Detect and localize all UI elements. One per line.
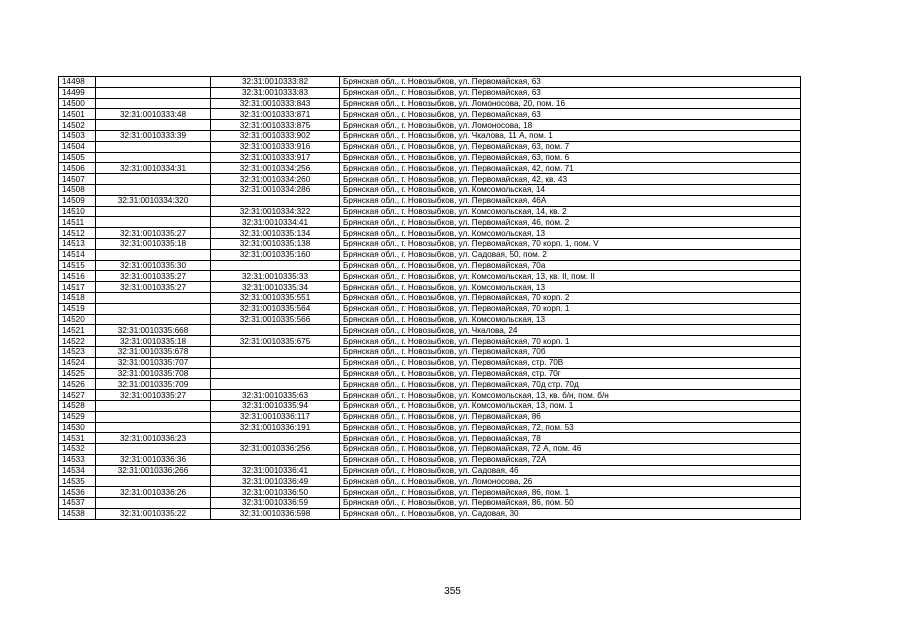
land-parcel-number-cell: 32:31:0010335:18 bbox=[96, 336, 211, 347]
record-number-cell: 14502 bbox=[59, 120, 96, 131]
object-number-cell: 32:31:0010336:191 bbox=[211, 422, 340, 433]
record-number-cell: 14521 bbox=[59, 325, 96, 336]
object-number-cell: 32:31:0010334:41 bbox=[211, 217, 340, 228]
object-number-cell: 32:31:0010335:34 bbox=[211, 282, 340, 293]
table-row bbox=[59, 454, 801, 465]
address-cell: Брянская обл., г. Новозыбков, ул. Комсомольская, 13, кв. II, пом. II bbox=[340, 271, 801, 282]
record-number-cell: 14509 bbox=[59, 195, 96, 206]
record-number-cell: 14500 bbox=[59, 98, 96, 109]
object-number-cell: 32:31:0010334:286 bbox=[211, 184, 340, 195]
land-parcel-number-cell: 32:31:0010335:708 bbox=[96, 368, 211, 379]
object-number-cell: 32:31:0010335:551 bbox=[211, 292, 340, 303]
address-cell: Брянская обл., г. Новозыбков, ул. Первомайская, 63 bbox=[340, 77, 801, 88]
land-parcel-number-cell bbox=[96, 249, 211, 260]
record-number-cell: 14526 bbox=[59, 379, 96, 390]
address-cell: Брянская обл., г. Новозыбков, ул. Первомайская, 70 корп. 1 bbox=[340, 303, 801, 314]
land-parcel-number-cell bbox=[96, 400, 211, 411]
table-row bbox=[59, 368, 801, 379]
table-row bbox=[59, 120, 801, 131]
address-cell: Брянская обл., г. Новозыбков, ул. Садовая, 30 bbox=[340, 508, 801, 519]
object-number-cell bbox=[211, 195, 340, 206]
record-number-cell: 14536 bbox=[59, 487, 96, 498]
object-number-cell: 32:31:0010335:33 bbox=[211, 271, 340, 282]
land-parcel-number-cell bbox=[96, 292, 211, 303]
object-number-cell: 32:31:0010336:59 bbox=[211, 498, 340, 509]
land-parcel-number-cell: 32:31:0010335:18 bbox=[96, 238, 211, 249]
land-parcel-number-cell bbox=[96, 411, 211, 422]
table-row bbox=[59, 346, 801, 357]
object-number-cell: 32:31:0010335:63 bbox=[211, 390, 340, 401]
table-row bbox=[59, 465, 801, 476]
land-parcel-number-cell: 32:31:0010333:39 bbox=[96, 130, 211, 141]
land-parcel-number-cell: 32:31:0010335:27 bbox=[96, 282, 211, 293]
address-cell: Брянская обл., г. Новозыбков, ул. Первомайская, 70 корп. 2 bbox=[340, 292, 801, 303]
record-number-cell: 14530 bbox=[59, 422, 96, 433]
record-number-cell: 14501 bbox=[59, 109, 96, 120]
record-number-cell: 14517 bbox=[59, 282, 96, 293]
land-parcel-number-cell: 32:31:0010335:30 bbox=[96, 260, 211, 271]
land-parcel-number-cell bbox=[96, 174, 211, 185]
table-row bbox=[59, 292, 801, 303]
object-number-cell bbox=[211, 368, 340, 379]
table-row bbox=[59, 238, 801, 249]
land-parcel-number-cell: 32:31:0010335:27 bbox=[96, 228, 211, 239]
object-number-cell bbox=[211, 357, 340, 368]
object-number-cell: 32:31:0010335:94 bbox=[211, 400, 340, 411]
object-number-cell: 32:31:0010334:260 bbox=[211, 174, 340, 185]
land-parcel-number-cell bbox=[96, 444, 211, 455]
address-cell: Брянская обл., г. Новозыбков, ул. Первомайская, 63, пом. 7 bbox=[340, 141, 801, 152]
record-number-cell: 14531 bbox=[59, 433, 96, 444]
table-row bbox=[59, 303, 801, 314]
record-number-cell: 14512 bbox=[59, 228, 96, 239]
object-number-cell: 32:31:0010333:902 bbox=[211, 130, 340, 141]
object-number-cell: 32:31:0010335:138 bbox=[211, 238, 340, 249]
address-cell: Брянская обл., г. Новозыбков, ул. Первомайская, 70 корп. 1 bbox=[340, 336, 801, 347]
address-cell: Брянская обл., г. Новозыбков, ул. Первомайская, 46А bbox=[340, 195, 801, 206]
land-parcel-number-cell: 32:31:0010336:23 bbox=[96, 433, 211, 444]
table-row bbox=[59, 152, 801, 163]
address-cell: Брянская обл., г. Новозыбков, ул. Первомайская, 72 А, пом. 46 bbox=[340, 444, 801, 455]
record-number-cell: 14498 bbox=[59, 77, 96, 88]
address-cell: Брянская обл., г. Новозыбков, ул. Первомайская, 70б bbox=[340, 346, 801, 357]
table-row bbox=[59, 174, 801, 185]
address-cell: Брянская обл., г. Новозыбков, ул. Ломоносова, 18 bbox=[340, 120, 801, 131]
table-row bbox=[59, 498, 801, 509]
land-parcel-number-cell: 32:31:0010334:320 bbox=[96, 195, 211, 206]
address-cell: Брянская обл., г. Новозыбков, ул. Первомайская, 70а bbox=[340, 260, 801, 271]
record-number-cell: 14520 bbox=[59, 314, 96, 325]
land-parcel-number-cell: 32:31:0010336:266 bbox=[96, 465, 211, 476]
table-row bbox=[59, 390, 801, 401]
object-number-cell bbox=[211, 260, 340, 271]
object-number-cell bbox=[211, 454, 340, 465]
table-row bbox=[59, 249, 801, 260]
address-cell: Брянская обл., г. Новозыбков, ул. Первомайская, 72А bbox=[340, 454, 801, 465]
table-row bbox=[59, 206, 801, 217]
record-number-cell: 14505 bbox=[59, 152, 96, 163]
address-cell: Брянская обл., г. Новозыбков, ул. Комсомольская, 13, пом. 1 bbox=[340, 400, 801, 411]
land-parcel-number-cell: 32:31:0010335:709 bbox=[96, 379, 211, 390]
land-parcel-number-cell bbox=[96, 141, 211, 152]
record-number-cell: 14515 bbox=[59, 260, 96, 271]
object-number-cell: 32:31:0010333:843 bbox=[211, 98, 340, 109]
land-parcel-number-cell bbox=[96, 498, 211, 509]
address-cell: Брянская обл., г. Новозыбков, ул. Комсомольская, 13 bbox=[340, 282, 801, 293]
table-row bbox=[59, 411, 801, 422]
table-row bbox=[59, 314, 801, 325]
table-row bbox=[59, 357, 801, 368]
object-number-cell: 32:31:0010334:256 bbox=[211, 163, 340, 174]
object-number-cell: 32:31:0010335:134 bbox=[211, 228, 340, 239]
address-cell: Брянская обл., г. Новозыбков, ул. Комсомольская, 14, кв. 2 bbox=[340, 206, 801, 217]
record-number-cell: 14525 bbox=[59, 368, 96, 379]
record-number-cell: 14524 bbox=[59, 357, 96, 368]
table-row bbox=[59, 325, 801, 336]
record-number-cell: 14514 bbox=[59, 249, 96, 260]
land-parcel-number-cell bbox=[96, 303, 211, 314]
land-parcel-number-cell: 32:31:0010335:27 bbox=[96, 271, 211, 282]
record-number-cell: 14528 bbox=[59, 400, 96, 411]
address-cell: Брянская обл., г. Новозыбков, ул. Первомайская, 86, пом. 1 bbox=[340, 487, 801, 498]
table-row bbox=[59, 487, 801, 498]
land-parcel-number-cell bbox=[96, 120, 211, 131]
address-cell: Брянская обл., г. Новозыбков, ул. Садовая, 46 bbox=[340, 465, 801, 476]
table-row bbox=[59, 336, 801, 347]
object-number-cell bbox=[211, 346, 340, 357]
object-number-cell: 32:31:0010336:49 bbox=[211, 476, 340, 487]
record-number-cell: 14519 bbox=[59, 303, 96, 314]
table-row bbox=[59, 433, 801, 444]
object-number-cell: 32:31:0010336:50 bbox=[211, 487, 340, 498]
land-parcel-number-cell bbox=[96, 422, 211, 433]
object-number-cell: 32:31:0010335:160 bbox=[211, 249, 340, 260]
address-cell: Брянская обл., г. Новозыбков, ул. Первомайская, 72, пом. 53 bbox=[340, 422, 801, 433]
land-parcel-number-cell bbox=[96, 217, 211, 228]
address-cell: Брянская обл., г. Новозыбков, ул. Первомайская, 42, пом. 71 bbox=[340, 163, 801, 174]
land-parcel-number-cell bbox=[96, 476, 211, 487]
table-row bbox=[59, 163, 801, 174]
address-cell: Брянская обл., г. Новозыбков, ул. Садовая, 50, пом. 2 bbox=[340, 249, 801, 260]
address-cell: Брянская обл., г. Новозыбков, ул. Комсомольская, 14 bbox=[340, 184, 801, 195]
land-parcel-number-cell: 32:31:0010335:678 bbox=[96, 346, 211, 357]
object-number-cell: 32:31:0010334:322 bbox=[211, 206, 340, 217]
table-row bbox=[59, 444, 801, 455]
address-cell: Брянская обл., г. Новозыбков, ул. Первомайская, 63 bbox=[340, 109, 801, 120]
address-cell: Брянская обл., г. Новозыбков, ул. Чкалова, 24 bbox=[340, 325, 801, 336]
record-number-cell: 14523 bbox=[59, 346, 96, 357]
record-number-cell: 14529 bbox=[59, 411, 96, 422]
land-parcel-number-cell: 32:31:0010335:668 bbox=[96, 325, 211, 336]
record-number-cell: 14535 bbox=[59, 476, 96, 487]
table-row bbox=[59, 400, 801, 411]
registry-table bbox=[58, 76, 801, 520]
registry-table-body bbox=[59, 77, 801, 520]
address-cell: Брянская обл., г. Новозыбков, ул. Первомайская, 78 bbox=[340, 433, 801, 444]
land-parcel-number-cell: 32:31:0010333:48 bbox=[96, 109, 211, 120]
record-number-cell: 14532 bbox=[59, 444, 96, 455]
land-parcel-number-cell: 32:31:0010334:31 bbox=[96, 163, 211, 174]
record-number-cell: 14533 bbox=[59, 454, 96, 465]
object-number-cell: 32:31:0010336:598 bbox=[211, 508, 340, 519]
address-cell: Брянская обл., г. Новозыбков, ул. Первомайская, стр. 70г bbox=[340, 368, 801, 379]
object-number-cell: 32:31:0010335:566 bbox=[211, 314, 340, 325]
address-cell: Брянская обл., г. Новозыбков, ул. Первомайская, 86 bbox=[340, 411, 801, 422]
object-number-cell: 32:31:0010335:564 bbox=[211, 303, 340, 314]
land-parcel-number-cell bbox=[96, 152, 211, 163]
table-row bbox=[59, 217, 801, 228]
address-cell: Брянская обл., г. Новозыбков, ул. Первомайская, 46, пом. 2 bbox=[340, 217, 801, 228]
record-number-cell: 14508 bbox=[59, 184, 96, 195]
address-cell: Брянская обл., г. Новозыбков, ул. Ломоносова, 20, пом. 16 bbox=[340, 98, 801, 109]
table-row bbox=[59, 184, 801, 195]
address-cell: Брянская обл., г. Новозыбков, ул. Комсомольская, 13 bbox=[340, 228, 801, 239]
page-number: 355 bbox=[444, 586, 461, 597]
object-number-cell: 32:31:0010333:917 bbox=[211, 152, 340, 163]
object-number-cell bbox=[211, 325, 340, 336]
land-parcel-number-cell: 32:31:0010335:22 bbox=[96, 508, 211, 519]
address-cell: Брянская обл., г. Новозыбков, ул. Комсомольская, 13, кв. б/н, пом. б/н bbox=[340, 390, 801, 401]
address-cell: Брянская обл., г. Новозыбков, ул. Первомайская, стр. 70В bbox=[340, 357, 801, 368]
land-parcel-number-cell bbox=[96, 87, 211, 98]
table-row bbox=[59, 476, 801, 487]
record-number-cell: 14503 bbox=[59, 130, 96, 141]
object-number-cell: 32:31:0010333:916 bbox=[211, 141, 340, 152]
address-cell: Брянская обл., г. Новозыбков, ул. Первомайская, 42, кв. 43 bbox=[340, 174, 801, 185]
table-row bbox=[59, 98, 801, 109]
object-number-cell bbox=[211, 433, 340, 444]
record-number-cell: 14516 bbox=[59, 271, 96, 282]
table-row bbox=[59, 228, 801, 239]
land-parcel-number-cell: 32:31:0010335:27 bbox=[96, 390, 211, 401]
record-number-cell: 14522 bbox=[59, 336, 96, 347]
table-row bbox=[59, 271, 801, 282]
object-number-cell: 32:31:0010336:256 bbox=[211, 444, 340, 455]
record-number-cell: 14511 bbox=[59, 217, 96, 228]
land-parcel-number-cell bbox=[96, 314, 211, 325]
land-parcel-number-cell bbox=[96, 98, 211, 109]
object-number-cell: 32:31:0010333:82 bbox=[211, 77, 340, 88]
record-number-cell: 14504 bbox=[59, 141, 96, 152]
table-row bbox=[59, 109, 801, 120]
address-cell: Брянская обл., г. Новозыбков, ул. Первомайская, 63, пом. 6 bbox=[340, 152, 801, 163]
address-cell: Брянская обл., г. Новозыбков, ул. Первомайская, 70 корп. 1, пом. V bbox=[340, 238, 801, 249]
table-row bbox=[59, 141, 801, 152]
object-number-cell: 32:31:0010335:675 bbox=[211, 336, 340, 347]
record-number-cell: 14513 bbox=[59, 238, 96, 249]
record-number-cell: 14499 bbox=[59, 87, 96, 98]
record-number-cell: 14527 bbox=[59, 390, 96, 401]
land-parcel-number-cell bbox=[96, 184, 211, 195]
object-number-cell bbox=[211, 379, 340, 390]
land-parcel-number-cell: 32:31:0010335:707 bbox=[96, 357, 211, 368]
land-parcel-number-cell bbox=[96, 206, 211, 217]
object-number-cell: 32:31:0010333:871 bbox=[211, 109, 340, 120]
address-cell: Брянская обл., г. Новозыбков, ул. Чкалова, 11 А, пом. 1 bbox=[340, 130, 801, 141]
record-number-cell: 14538 bbox=[59, 508, 96, 519]
address-cell: Брянская обл., г. Новозыбков, ул. Комсомольская, 13 bbox=[340, 314, 801, 325]
table-row bbox=[59, 195, 801, 206]
table-row bbox=[59, 77, 801, 88]
land-parcel-number-cell bbox=[96, 77, 211, 88]
address-cell: Брянская обл., г. Новозыбков, ул. Первомайская, 70д стр. 70д bbox=[340, 379, 801, 390]
land-parcel-number-cell: 32:31:0010336:36 bbox=[96, 454, 211, 465]
object-number-cell: 32:31:0010336:41 bbox=[211, 465, 340, 476]
address-cell: Брянская обл., г. Новозыбков, ул. Первомайская, 63 bbox=[340, 87, 801, 98]
land-parcel-number-cell: 32:31:0010336:26 bbox=[96, 487, 211, 498]
table-row bbox=[59, 260, 801, 271]
object-number-cell: 32:31:0010336:117 bbox=[211, 411, 340, 422]
address-cell: Брянская обл., г. Новозыбков, ул. Первомайская, 86, пом. 50 bbox=[340, 498, 801, 509]
object-number-cell: 32:31:0010333:875 bbox=[211, 120, 340, 131]
table-row bbox=[59, 130, 801, 141]
record-number-cell: 14510 bbox=[59, 206, 96, 217]
table-row bbox=[59, 422, 801, 433]
table-row bbox=[59, 379, 801, 390]
record-number-cell: 14537 bbox=[59, 498, 96, 509]
record-number-cell: 14507 bbox=[59, 174, 96, 185]
record-number-cell: 14506 bbox=[59, 163, 96, 174]
object-number-cell: 32:31:0010333:83 bbox=[211, 87, 340, 98]
table-row bbox=[59, 282, 801, 293]
table-row bbox=[59, 87, 801, 98]
address-cell: Брянская обл., г. Новозыбков, ул. Ломоносова, 26 bbox=[340, 476, 801, 487]
table-row bbox=[59, 508, 801, 519]
record-number-cell: 14534 bbox=[59, 465, 96, 476]
record-number-cell: 14518 bbox=[59, 292, 96, 303]
